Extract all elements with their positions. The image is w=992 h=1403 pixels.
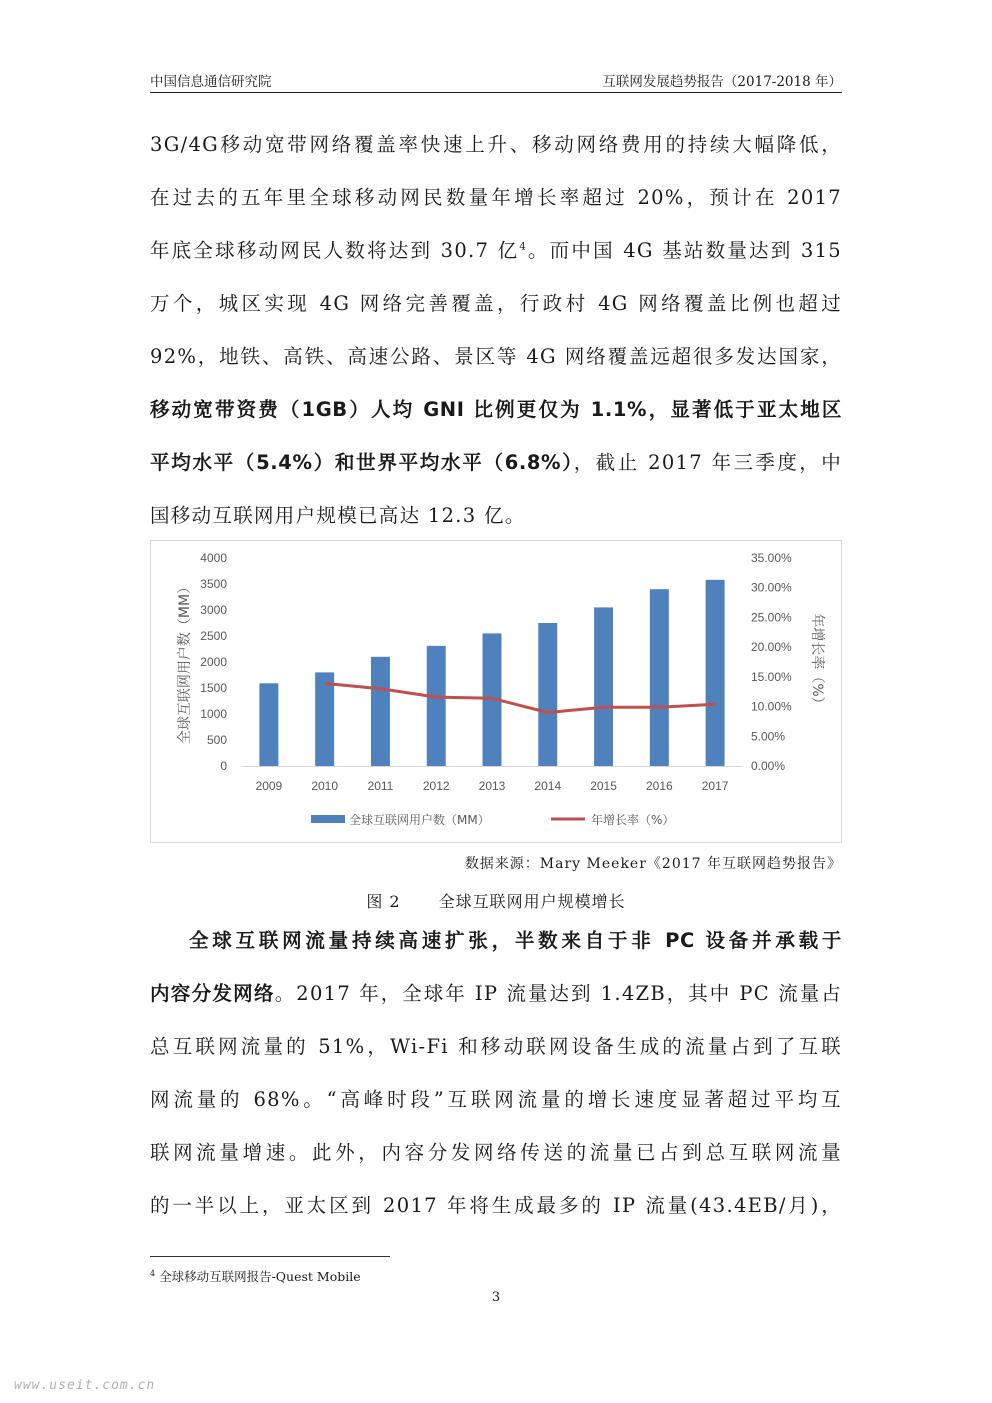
text-span: ，截止 2017 年三季度，中 xyxy=(573,451,842,474)
figure-number: 图 2 xyxy=(366,892,401,911)
text-line: 总互联网流量的 51%，Wi-Fi 和移动联网设备生成的流量占到了互联 xyxy=(150,1035,842,1058)
y2-tick-label: 35.00% xyxy=(751,551,792,565)
text-span: 。2017 年，全球年 IP 流量达到 1.4ZB，其中 PC 流量占 xyxy=(274,982,842,1005)
x-tick-label: 2011 xyxy=(367,779,394,793)
y2-tick-label: 25.00% xyxy=(751,610,792,625)
footnote-ref[interactable]: 4 xyxy=(519,241,528,253)
bar-2015 xyxy=(594,607,613,766)
bar-2009 xyxy=(259,683,278,766)
y2-tick-label: 10.00% xyxy=(751,699,792,714)
y-axis-title: 全球互联网用户数（MM） xyxy=(177,579,193,745)
y2-tick-label: 30.00% xyxy=(751,580,792,595)
text-line: 的一半以上，亚太区到 2017 年将生成最多的 IP 流量(43.4EB/月)， xyxy=(150,1194,842,1217)
user-growth-chart xyxy=(150,540,842,843)
text-line: 联网流量增速。此外，内容分发网络传送的流量已占到总互联网流量 xyxy=(150,1141,842,1164)
x-tick-label: 2017 xyxy=(701,779,729,793)
footnote xyxy=(150,1267,361,1285)
y2-tick-label: 15.00% xyxy=(751,669,792,684)
text-line-bold: 移动宽带资费（1GB）人均 GNI 比例更仅为 1.1%，显著低于亚太地区 xyxy=(150,398,842,421)
y-tick-label: 4000 xyxy=(200,551,227,565)
y-tick-label: 1500 xyxy=(200,681,227,695)
x-tick-label: 2015 xyxy=(590,779,617,793)
text-line: 3G/4G移动宽带网络覆盖率快速上升、移动网络费用的持续大幅降低， xyxy=(150,133,842,156)
y-tick-label: 500 xyxy=(206,733,227,747)
y-tick-label: 2000 xyxy=(200,655,227,669)
text-line xyxy=(150,236,842,266)
text-line: 国移动互联网用户规模已高达 12.3 亿。 xyxy=(150,504,526,527)
x-tick-label: 2010 xyxy=(311,779,339,793)
x-tick-label: 2013 xyxy=(478,779,506,793)
page-header xyxy=(150,66,842,93)
footnote-text: 全球移动互联网报告-Quest Mobile xyxy=(159,1269,361,1284)
legend-swatch-users xyxy=(311,815,345,823)
text-span-bold: 内容分发网络 xyxy=(150,982,275,1005)
chart-source: 数据来源：Mary Meeker《2017 年互联网趋势报告》 xyxy=(464,856,842,872)
header-report-title: 互联网发展趋势报告（2017-2018 年） xyxy=(602,74,842,90)
y2-axis-title: 年增长率（%） xyxy=(809,613,825,711)
chart-canvas xyxy=(151,541,841,842)
y2-tick-label: 0.00% xyxy=(751,759,786,773)
page-number: 3 xyxy=(491,1290,501,1305)
y-tick-label: 3500 xyxy=(200,577,227,591)
text-line: 网流量的 68%。“高峰时段”互联网流量的增长速度显著超过平均互 xyxy=(150,1088,842,1111)
bar-2016 xyxy=(650,589,669,766)
x-tick-label: 2014 xyxy=(534,779,562,793)
text-line: 在过去的五年里全球移动网民数量年增长率超过 20%，预计在 2017 xyxy=(150,186,842,209)
watermark: www.useit.com.cn xyxy=(14,1378,156,1393)
legend-label-growth: 年增长率（%） xyxy=(591,813,675,827)
y-tick-label: 2500 xyxy=(200,629,227,643)
text-span: 。而中国 4G 基站数量达到 315 xyxy=(527,239,842,262)
footnote-divider xyxy=(150,1256,390,1257)
bar-2017 xyxy=(706,580,725,766)
footnote-mark: 4 xyxy=(150,1268,156,1278)
x-tick-label: 2016 xyxy=(645,779,673,793)
legend-label-users: 全球互联网用户数（MM） xyxy=(349,813,490,827)
text-line-bold: 全球互联网流量持续高速扩张，半数来自于非 PC 设备并承载于 xyxy=(189,929,842,952)
text-line xyxy=(150,448,842,478)
y2-tick-label: 5.00% xyxy=(751,729,786,744)
bar-2012 xyxy=(427,646,446,766)
text-line: 万个，城区实现 4G 网络完善覆盖，行政村 4G 网络覆盖比例也超过 xyxy=(150,292,842,315)
figure-title: 全球互联网用户规模增长 xyxy=(438,892,626,911)
y-tick-label: 0 xyxy=(220,759,227,773)
bar-2010 xyxy=(315,672,334,766)
text-line: 92%，地铁、高铁、高速公路、景区等 4G 网络覆盖远超很多发达国家， xyxy=(150,345,842,368)
header-org: 中国信息通信研究院 xyxy=(150,74,272,90)
y-tick-label: 3000 xyxy=(200,603,227,617)
y-tick-label: 1000 xyxy=(200,707,227,721)
x-tick-label: 2012 xyxy=(422,779,450,793)
bar-2014 xyxy=(538,623,557,766)
text-span: 年底全球移动网民人数将达到 30.7 亿 xyxy=(150,239,520,262)
text-span-bold: 平均水平（5.4%）和世界平均水平（6.8%） xyxy=(150,451,574,474)
bar-2011 xyxy=(371,657,390,766)
x-tick-label: 2009 xyxy=(255,779,283,793)
text-line xyxy=(150,979,842,1009)
figure-caption xyxy=(0,889,992,912)
y2-tick-label: 20.00% xyxy=(751,640,792,655)
